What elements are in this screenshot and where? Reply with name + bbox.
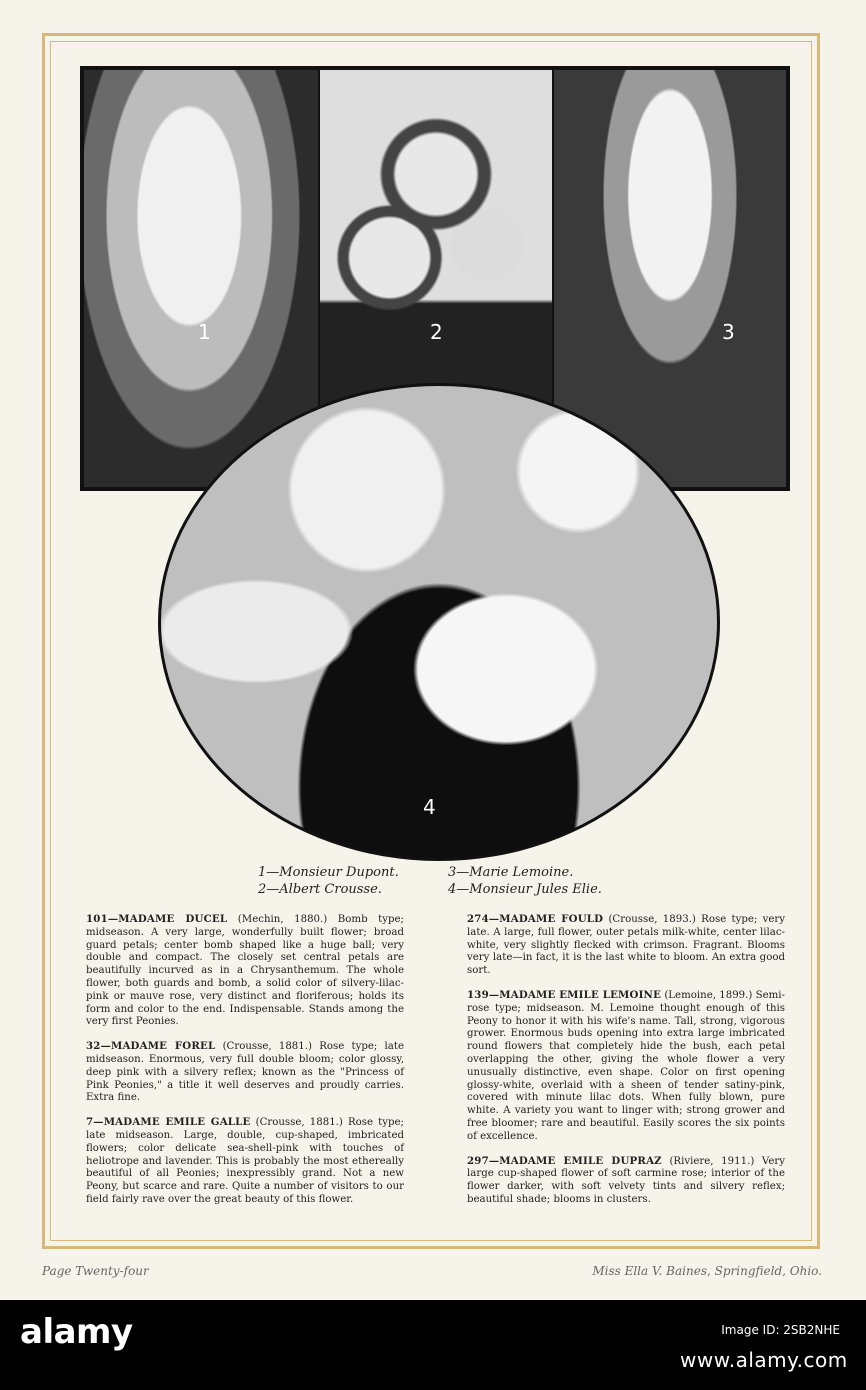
entry-name: MADAME DUCEL xyxy=(118,913,228,925)
entry-description: (Mechin, 1880.) Bomb type; midseason. A very large, wonderfully built flower; broad guard petals; center bomb shaped like a huge ball; very double and compact. The closely set central petals are beautifully incurved as in a Chrysanthemum. The whole flower, both guards and bomb, a solid color of silvery-lilac-pink or mauve rose, very distinct and floriferous; holds its form and color to the end. Indispensable. Stands among the very first Peonies. xyxy=(86,914,404,1028)
photo-monsieur-jules-elie xyxy=(158,383,720,861)
photo-label-1: 1 xyxy=(198,320,211,344)
page-number: Page Twenty-four xyxy=(42,1264,149,1278)
description-column-right xyxy=(467,913,785,1218)
entry-number: 101— xyxy=(86,913,119,925)
entry-madame-fould xyxy=(467,913,785,978)
entry-name: MADAME EMILE DUPRAZ xyxy=(499,1154,662,1167)
entry-description: (Riviere, 1911.) Very large cup-shaped flower of soft carmine rose; interior of the flower darker, with soft velvety tints and silvery reflex; beautiful shade; blooms in clusters. xyxy=(467,1155,786,1205)
entry-number: 32— xyxy=(86,1040,111,1053)
caption-1: 1—Monsieur Dupont. xyxy=(258,865,399,880)
photo-label-4: 4 xyxy=(423,795,436,819)
alamy-logo: alamy xyxy=(20,1312,133,1352)
photo-label-3: 3 xyxy=(722,320,735,344)
entry-number: 7— xyxy=(86,1116,104,1129)
entry-description: (Lemoine, 1899.) Semi-rose type; midseason. M. Lemoine thought enough of this Peony to honor it with his wife's name. Tall, strong, vigorous grower. Enormous buds opening into extra large imbricated round flowers that completely hide the bush, each petal overlapping the other, giving the whole flower a very unusually distinctive, even shape. Color on first opening glossy-white, overlaid with a sheen of tender satiny-pink, covered with minute lilac dots. When fully blown, pure white. A variety you want to linger with; strong grower and free bloomer; rare and beautiful. Easily scores the six points of excellence. xyxy=(467,989,786,1142)
entry-madame-emile-galle xyxy=(86,1116,404,1207)
entry-name: MADAME FOREL xyxy=(110,1040,216,1053)
entry-description: (Crousse, 1881.) Rose type; late midseason. Enormous, very full double bloom; color glossy, deep pink with a silvery reflex; known as the "Princess of Pink Peonies," a title it well deserves and proudly carries. Extra fine. xyxy=(86,1041,404,1104)
entry-number: 274— xyxy=(467,913,500,925)
alamy-site-url: www.alamy.com xyxy=(680,1348,848,1372)
entry-madame-forel xyxy=(86,1040,404,1105)
entry-madame-emile-dupraz xyxy=(467,1155,785,1207)
entry-name: MADAME FOULD xyxy=(499,913,604,925)
publisher-credit: Miss Ella V. Baines, Springfield, Ohio. xyxy=(592,1264,822,1278)
caption-4: 4—Monsieur Jules Elie. xyxy=(448,882,602,897)
caption-2: 2—Albert Crousse. xyxy=(258,882,382,897)
entry-name: MADAME EMILE LEMOINE xyxy=(499,988,662,1001)
entry-madame-emile-lemoine xyxy=(467,989,785,1144)
caption-3: 3—Marie Lemoine. xyxy=(448,865,574,880)
entry-description: (Crousse, 1893.) Rose type; very late. A large, full flower, outer petals milk-white, center lilac-white, very slightly flecked with crimson. Fragrant. Blooms very late—in fact, it is the last white to bloom. An extra good sort. xyxy=(467,914,785,977)
entry-number: 139— xyxy=(467,988,500,1001)
description-column-left xyxy=(86,913,404,1218)
photo-label-2: 2 xyxy=(430,320,443,344)
entry-name: MADAME EMILE GALLE xyxy=(103,1116,251,1129)
entry-description: (Crousse, 1881.) Rose type; late midseason. Large, double, cup-shaped, imbricated flowers; color delicate sea-shell-pink with touches of heliotrope and lavender. This is probably the most ethereally beautiful of all Peonies; inexpressibly grand. Not a new Peony, but scarce and rare. Quite a number of visitors to our field fairly rave over the great beauty of this flower. xyxy=(86,1117,404,1205)
entry-number: 297— xyxy=(467,1154,500,1167)
entry-madame-ducel xyxy=(86,913,404,1029)
image-id-label: Image ID: 2SB2NHE xyxy=(721,1323,840,1337)
